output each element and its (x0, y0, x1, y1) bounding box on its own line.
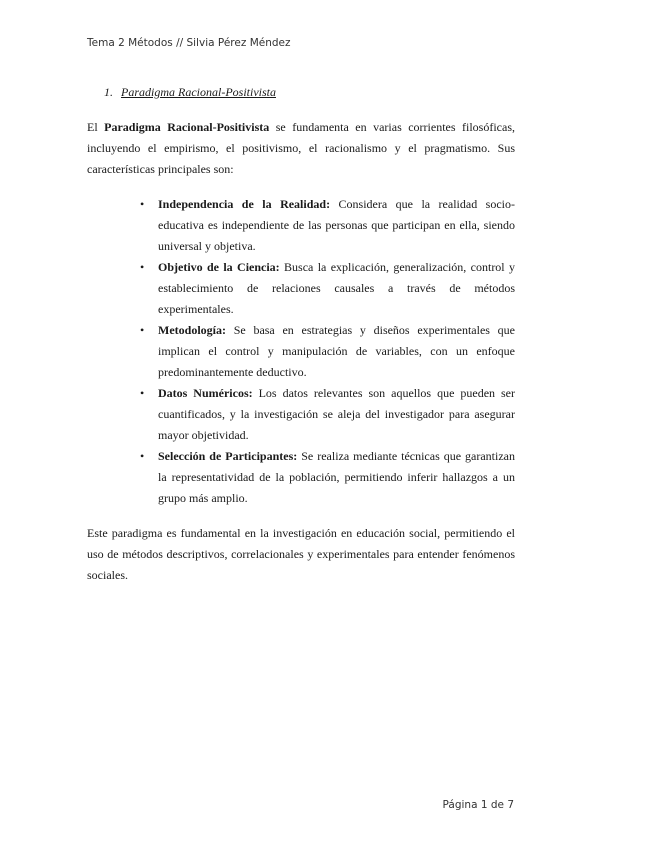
list-item (140, 194, 515, 257)
list-item (140, 383, 515, 446)
page-number: Página 1 de 7 (442, 799, 514, 811)
page-header (87, 37, 291, 49)
list-item-text: Se basa en estrategias y diseños experimentales que implican el control y manipulación de variables, con un enfoque predominantemente deductivo. (158, 323, 515, 379)
list-item-term: Metodología: (158, 323, 226, 337)
bullet-icon: • (140, 386, 145, 400)
bullet-icon: • (140, 197, 145, 211)
bullet-icon: • (140, 323, 145, 337)
list-item-text: Considera que la realidad socio-educativa es independiente de las personas que participan en ella, siendo universal y objetiva. (158, 197, 515, 253)
list-item (140, 320, 515, 383)
bullet-icon: • (140, 260, 145, 274)
intro-paragraph (87, 117, 515, 180)
list-item-term: Objetivo de la Ciencia: (158, 260, 280, 274)
intro-bold-term: Paradigma Racional-Positivista (104, 120, 270, 134)
list-item-term: Selección de Participantes: (158, 449, 298, 463)
bullet-icon: • (140, 449, 145, 463)
header-text: Tema 2 Métodos // Silvia Pérez Méndez (87, 37, 291, 49)
intro-post: se fundamenta en varias corrientes filosóficas, incluyendo el empirismo, el positivismo, el racionalismo y el pragmatismo. Sus características principales son: (87, 120, 515, 176)
list-item-text: Busca la explicación, generalización, control y establecimiento de relaciones causales a través de métodos experimentales. (158, 260, 515, 316)
page-footer (443, 799, 514, 811)
list-item-term: Independencia de la Realidad: (158, 197, 331, 211)
list-item (140, 446, 515, 509)
document-body (87, 82, 515, 586)
list-item-text: Los datos relevantes son aquellos que pueden ser cuantificados, y la investigación se aleja del investigador para asegurar mayor objetividad. (158, 386, 515, 442)
section-heading (104, 82, 515, 103)
section-number: 1. (104, 85, 113, 99)
characteristics-list (87, 194, 515, 509)
section-title: Paradigma Racional-Positivista (121, 85, 276, 99)
list-item-term: Datos Numéricos: (158, 386, 253, 400)
conclusion-paragraph: Este paradigma es fundamental en la investigación en educación social, permitiendo el uso de métodos descriptivos, correlacionales y experimentales para entender fenómenos sociales. (87, 526, 515, 582)
list-item-text: Se realiza mediante técnicas que garantizan la representatividad de la población, permitiendo inferir hallazgos a un grupo más amplio. (158, 449, 515, 505)
list-item (140, 257, 515, 320)
intro-pre: El (87, 120, 105, 134)
